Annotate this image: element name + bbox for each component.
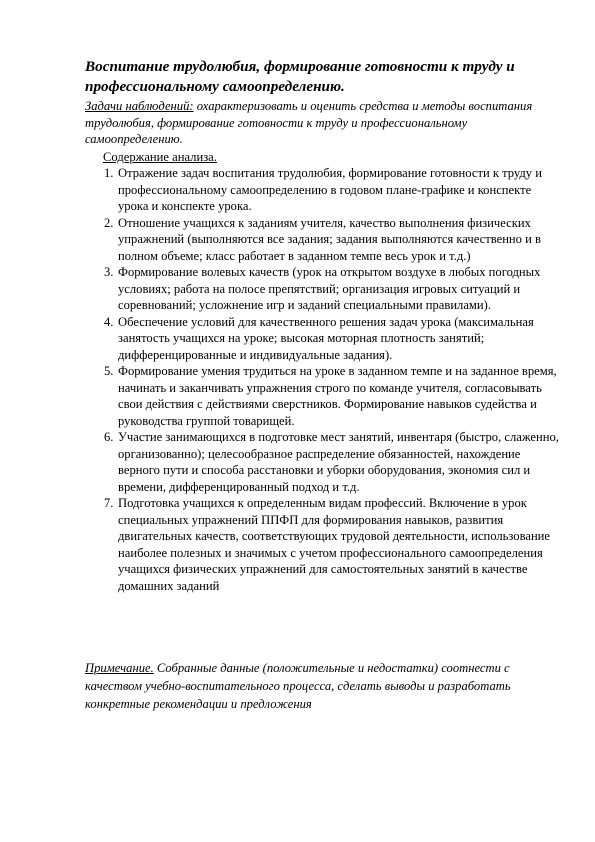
analysis-content-heading: Содержание анализа.	[103, 150, 217, 164]
observation-tasks-text: охарактеризовать и оценить средства и методы воспитания трудолюбия, формирование готовности к труду и профессиональному самоопределению.	[85, 99, 533, 146]
document-title: Воспитание трудолюбия, формирование готовности к труду и профессиональному самоопределению.	[85, 58, 515, 95]
list-item	[96, 363, 562, 429]
list-item	[96, 429, 562, 495]
note-text: Собранные данные (положительные и недостатки) соотнести с качеством учебно-воспитательного процесса, сделать выводы и разработать конкретные рекомендации и предложения	[85, 661, 511, 711]
observation-tasks-label: Задачи наблюдений:	[85, 99, 194, 113]
list-item	[96, 314, 562, 364]
list-item-number: 1.	[104, 166, 114, 180]
list-item-number: 2.	[104, 215, 114, 230]
analysis-list	[96, 165, 562, 594]
list-item-text: Формирование волевых качеств (урок на открытом воздухе в любых погодных условиях; работа на полосе препятствий; организация игровых ситуаций и соревнований; усложнение игр и заданий специальными правилами).	[118, 265, 541, 312]
note-label: Примечание.	[85, 661, 154, 675]
list-item	[96, 495, 562, 594]
list-item-number: 4.	[104, 314, 114, 329]
list-item-number: 5.	[104, 364, 114, 378]
note-paragraph	[85, 659, 560, 713]
list-item-text: Отношение учащихся к заданиям учителя, качество выполнения физических упражнений (выполняются все задания; задания выполняются качественно и в полном объеме; класс работает в заданном темпе весь урок и т.д.)	[118, 215, 541, 263]
list-item-text: Формирование умения трудиться на уроке в заданном темпе и на заданное время, начинать и заканчивать упражнения строго по команде учителя, согласовывать свои действия с действиями сверстников. Формирование навыков судейства и руководства группой товарищей.	[118, 364, 557, 428]
list-item-number: 7.	[104, 496, 114, 510]
list-item-text: Отражение задач воспитания трудолюбия, формирование готовности к труду и профессиональному самоопределению в годовом плане-графике и конспекте урока и конспекте урока.	[118, 166, 542, 213]
list-item-number: 3.	[104, 265, 114, 279]
list-item	[96, 215, 562, 265]
list-item-text: Обеспечение условий для качественного решения задач урока (максимальная занятость учащихся на уроке; высокая моторная плотность занятий; дифференцированные и индивидуальные задания).	[118, 314, 534, 362]
list-item-number: 6.	[104, 430, 114, 444]
list-item-text: Подготовка учащихся к определенным видам профессий. Включение в урок специальных упражнений ППФП для формирования навыков, развития двигательных качеств, соответствующих трудовой деятельности, использование наиболее полезных и значимых с учетом профессионального самоопределения учащихся физических упражнений для самостоятельных занятий в качестве домашних заданий	[118, 496, 551, 593]
list-item	[96, 165, 562, 215]
list-item	[96, 264, 562, 314]
observation-tasks	[85, 98, 555, 148]
list-item-text: Участие занимающихся в подготовке мест занятий, инвентаря (быстро, слаженно, организованно); целесообразное распределение обязанностей, нахождение верного пути и способа расстановки и уборки оборудования, экономия сил и времени, дифференцированный подход и т.д.	[118, 430, 559, 494]
